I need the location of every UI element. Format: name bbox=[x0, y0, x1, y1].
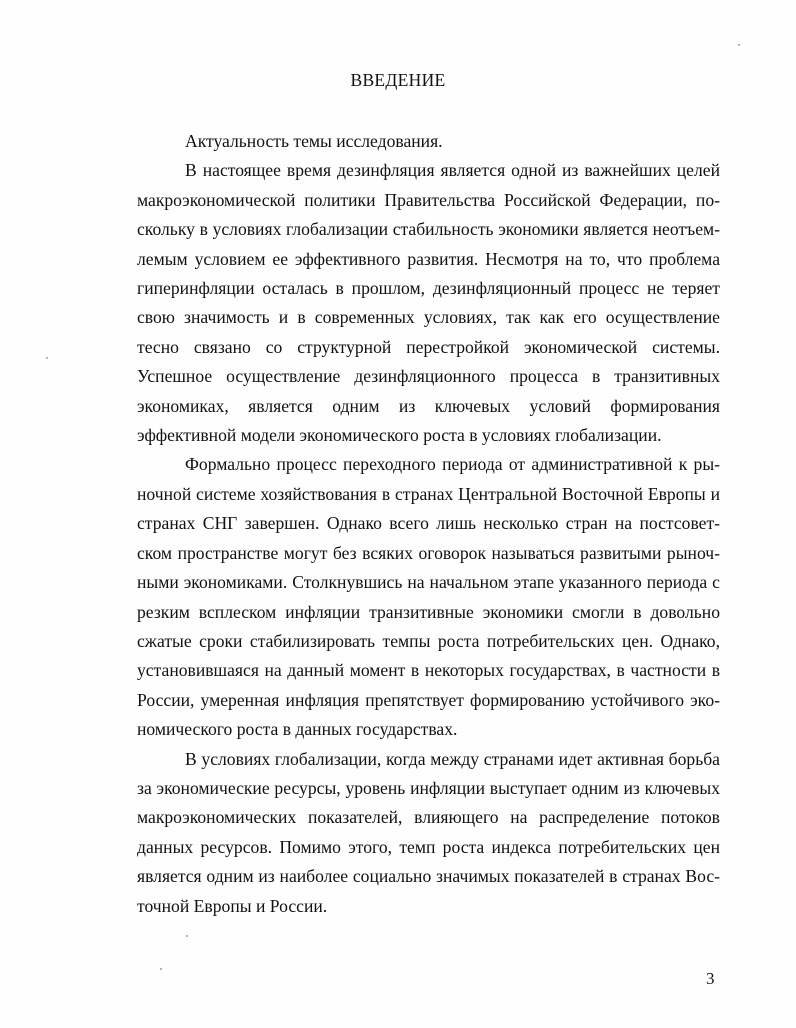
paragraph-1: В настоящее время дезинфляция является одной из важнейших целей макроэкономической политики Правительства Российской Федерации, поскольку в условиях глобализации стабильность экономики является неотъемлемым условием ее эффективного развития. Несмотря на то, что проблема гиперинфляции осталась в прошлом, дезинфляционный процесс не теряет свою значимость и в современных условиях, так как его осуществление тесно связано со структурной перестройкой экономической системы. Успешное осуществление дезинфляционного процесса в транзитивных экономиках, является одним из ключевых условий формирования эффективной модели экономического роста в условиях глобализации. bbox=[137, 160, 720, 446]
paragraph-3: В условиях глобализации, когда между странами идет активная борьба за экономические ресурсы, уровень инфляции выступает одним из ключевых макроэкономических показателей, влияющего на распределение потоков данных ресурсов. Помимо этого, темп роста индекса потребительских цен является одним из наиболее социально значимых показателей в странах Восточной Европы и России. bbox=[137, 748, 720, 916]
page-number: 3 bbox=[706, 969, 715, 988]
page-title: ВВЕДЕНИЕ bbox=[350, 70, 446, 90]
body-text bbox=[137, 127, 720, 921]
scan-speck bbox=[46, 357, 48, 359]
section-subheading: Актуальность темы исследования. bbox=[185, 131, 443, 151]
scan-speck bbox=[160, 968, 162, 970]
scan-speck bbox=[186, 935, 188, 937]
scan-speck bbox=[738, 44, 740, 46]
paragraph-2: Формально процесс переходного периода от административной к рыночной системе хозяйствования в странах Центральной Восточной Европы и странах СНГ завершен. Однако всего лишь несколько стран на постсоветском пространстве могут без всяких оговорок называться развитыми рыночными экономиками. Столкнувшись на начальном этапе указанного периода с резким всплеском инфляции транзитивные экономики смогли в довольно сжатые сроки стабилизировать темпы роста потребительских цен. Однако, установившаяся на данный момент в некоторых государствах, в частности в России, умеренная инфляция препятствует формированию устойчивого экономического роста в данных государствах. bbox=[137, 454, 720, 740]
